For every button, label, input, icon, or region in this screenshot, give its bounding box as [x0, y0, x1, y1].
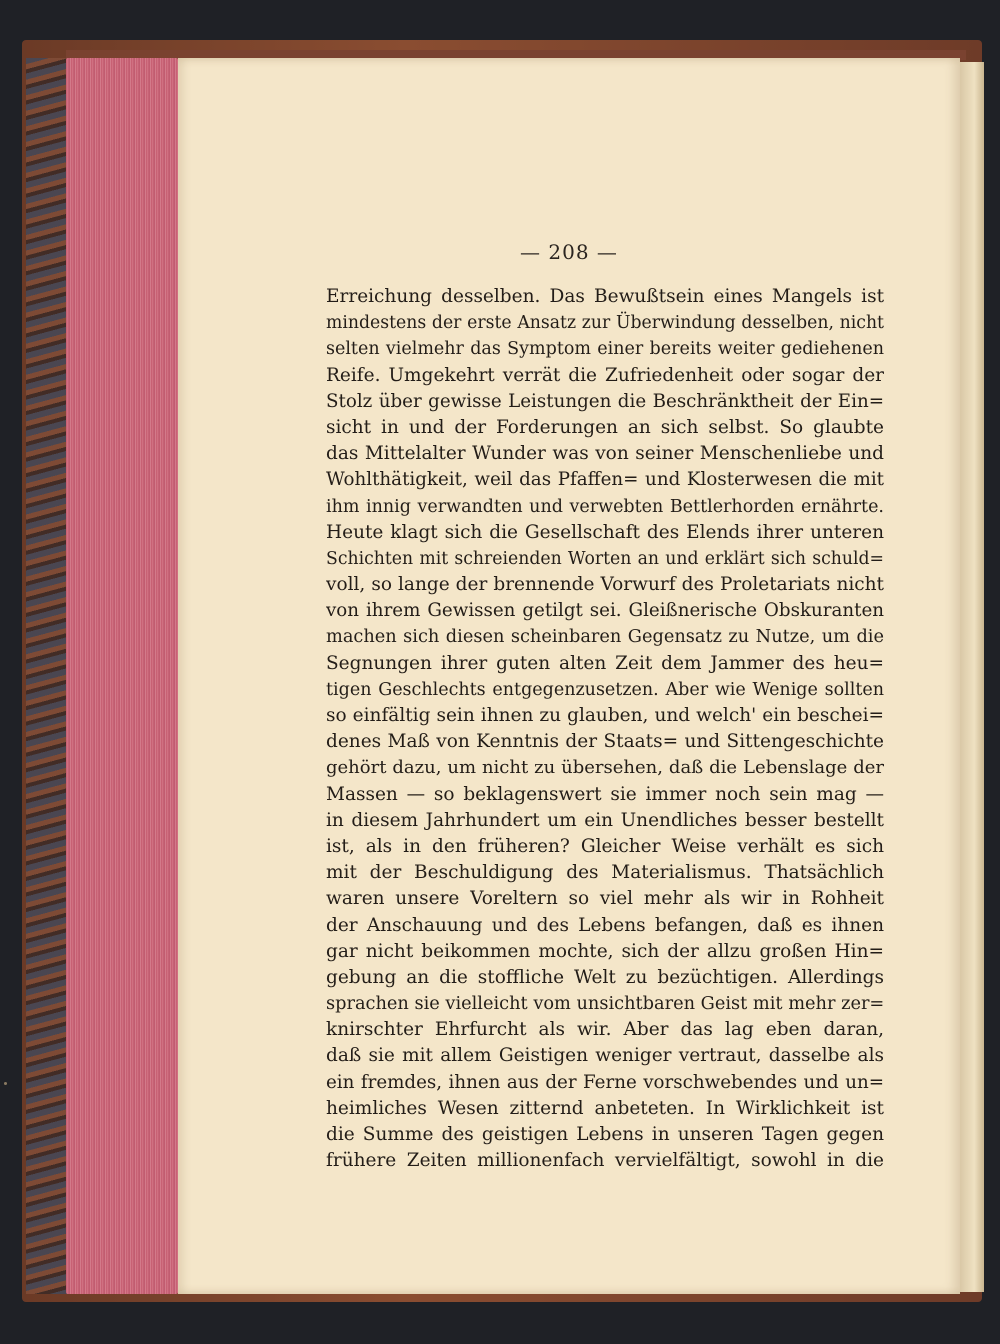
text-line: selten vielmehr das Symptom einer bereits weiter gediehenen	[326, 339, 884, 360]
text-line: knirschter Ehrfurcht als wir. Aber das lag eben daran,	[326, 1019, 884, 1041]
page-body-text	[326, 284, 884, 1174]
text-line: voll, so lange der brennende Vorwurf des Proletariats nicht	[326, 574, 884, 596]
book-page	[178, 58, 960, 1294]
text-line: mit der Beschuldigung des Materialismus. Thatsächlich	[326, 862, 884, 884]
text-line: das Mittelalter Wunder was von seiner Menschenliebe und	[326, 443, 884, 465]
text-line: die Summe des geistigen Lebens in unseren Tagen gegen	[326, 1124, 884, 1145]
text-line: Stolz über gewisse Leistungen die Beschränktheit der Ein=	[326, 390, 884, 412]
text-line: tigen Geschlechts entgegenzusetzen. Aber wie Wenige sollten	[326, 679, 884, 700]
text-line: von ihrem Gewissen getilgt sei. Gleißnerische Obskuranten	[326, 600, 884, 622]
text-line: gebung an die stoffliche Welt zu bezüchtigen. Allerdings	[326, 966, 884, 988]
text-line: sicht in und der Forderungen an sich selbst. So glaubte	[326, 416, 884, 438]
text-line: denes Maß von Kenntnis der Staats= und Sittengeschichte	[326, 731, 884, 753]
text-line: ihm innig verwandten und verwebten Bettlerhorden ernährte.	[326, 496, 884, 517]
text-line: Erreichung desselben. Das Bewußtsein eines Mangels ist	[326, 286, 884, 307]
text-line: Massen — so beklagenswert sie immer noch sein mag —	[326, 783, 884, 805]
text-line: daß sie mit allem Geistigen weniger vertraut, dasselbe als	[326, 1045, 884, 1067]
text-line: Segnungen ihrer guten alten Zeit dem Jammer des heu=	[326, 652, 884, 674]
text-line: Heute klagt sich die Gesellschaft des Elends ihrer unteren	[326, 521, 884, 543]
text-line: Schichten mit schreienden Worten an und erklärt sich schuld=	[326, 548, 884, 569]
text-line: machen sich diesen scheinbaren Gegensatz zu Nutze, um die	[326, 627, 884, 648]
text-line: frühere Zeiten millionenfach vervielfältigt, sowohl in die	[326, 1150, 884, 1172]
text-line: Wohlthätigkeit, weil das Pfaffen= und Klosterwesen die mit	[326, 469, 884, 491]
text-line: ein fremdes, ihnen aus der Ferne vorschwebendes und un=	[326, 1071, 884, 1093]
text-line: so einfältig sein ihnen zu glauben, und welch' ein beschei=	[326, 705, 884, 726]
scan-speck	[4, 1082, 7, 1085]
page-block-edge	[66, 58, 178, 1294]
page-number: — 208 —	[520, 240, 618, 264]
text-line: Reife. Umgekehrt verrät die Zufriedenheit oder sogar der	[326, 364, 884, 386]
text-line: der Anschauung und des Lebens befangen, daß es ihnen	[326, 914, 884, 936]
text-line: ist, als in den früheren? Gleicher Weise verhält es sich	[326, 835, 884, 857]
text-line: sprachen sie vielleicht vom unsichtbaren Geist mit mehr zer=	[326, 994, 884, 1015]
text-line: mindestens der erste Ansatz zur Überwindung desselben, nicht	[326, 313, 884, 334]
text-line: in diesem Jahrhundert um ein Unendliches besser bestellt	[326, 809, 884, 831]
text-line: gehört dazu, um nicht zu übersehen, daß die Lebenslage der	[326, 757, 884, 779]
next-page-edge	[960, 62, 984, 1292]
marbled-binding	[26, 58, 70, 1294]
text-line: waren unsere Voreltern so viel mehr als wir in Rohheit	[326, 888, 884, 910]
text-line: heimliches Wesen zitternd anbeteten. In Wirklichkeit ist	[326, 1097, 884, 1119]
text-line: gar nicht beikommen mochte, sich der allzu großen Hin=	[326, 940, 884, 962]
